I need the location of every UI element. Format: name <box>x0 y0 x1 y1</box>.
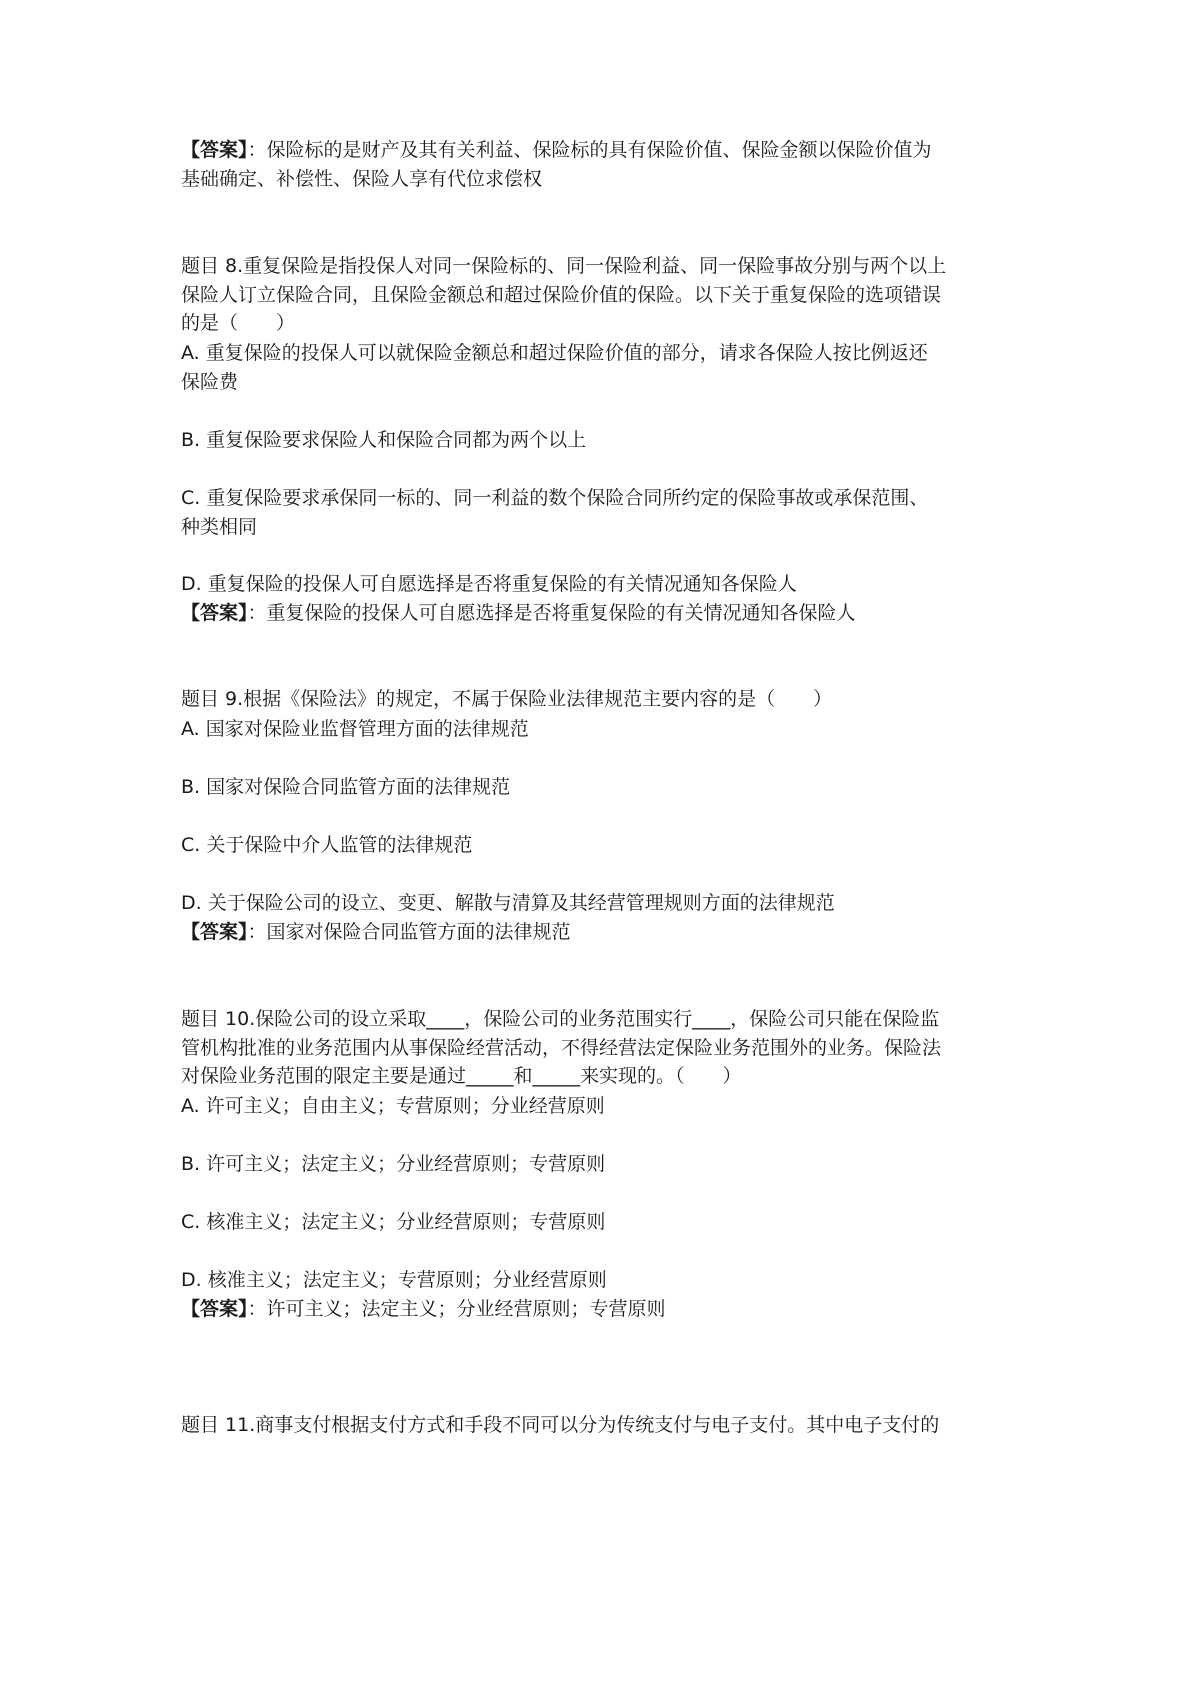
q10-stem-line-2: 管机构批准的业务范围内从事保险经营活动，不得经营法定保险业务范围外的业务。保险法 <box>181 1037 942 1059</box>
q8-option-c-line-1: C. 重复保险要求承保同一标的、同一利益的数个保险合同所约定的保险事故或承保范围、 <box>181 487 929 509</box>
q10-stem-line-3: 对保险业务范围的限定主要是通过_____和_____来实现的。（ ） <box>181 1065 742 1087</box>
q10-option-d: D. 核准主义；法定主义；专营原则；分业经营原则 <box>181 1269 607 1291</box>
q9-option-a: A. 国家对保险业监督管理方面的法律规范 <box>181 718 529 740</box>
answer-text: ：保险标的是财产及其有关利益、保险标的具有保险价值、保险金额以保险价值为 <box>247 139 932 161</box>
q8-option-d: D. 重复保险的投保人可自愿选择是否将重复保险的有关情况通知各保险人 <box>181 573 797 595</box>
q8-stem-line-3: 的是（ ） <box>181 312 296 334</box>
q10-answer <box>181 1296 666 1322</box>
q8-option-a-line-1: A. 重复保险的投保人可以就保险金额总和超过保险价值的部分，请求各保险人按比例返还 <box>181 342 928 364</box>
q8-option-c-line-2: 种类相同 <box>181 516 258 538</box>
answer-text: ：国家对保险合同监管方面的法律规范 <box>247 921 571 943</box>
q8-answer <box>181 600 856 626</box>
q9-answer <box>181 919 571 945</box>
q9-option-b: B. 国家对保险合同监管方面的法律规范 <box>181 776 511 798</box>
q8-option-b: B. 重复保险要求保险人和保险合同都为两个以上 <box>181 429 587 451</box>
answer-label: 【答案】 <box>181 1298 248 1320</box>
answer-text: ：许可主义；法定主义；分业经营原则；专营原则 <box>247 1298 666 1320</box>
q9-stem: 题目 9.根据《保险法》的规定，不属于保险业法律规范主要内容的是（ ） <box>181 688 833 710</box>
q10-option-a: A. 许可主义；自由主义；专营原则；分业经营原则 <box>181 1095 605 1117</box>
q9-option-c: C. 关于保险中介人监管的法律规范 <box>181 834 473 856</box>
answer-label: 【答案】 <box>181 139 248 161</box>
document-page <box>181 0 1021 1684</box>
q11-stem-line-1: 题目 11.商事支付根据支付方式和手段不同可以分为传统支付与电子支付。其中电子支付的 <box>181 1414 940 1436</box>
answer-label: 【答案】 <box>181 921 248 943</box>
answer-label: 【答案】 <box>181 602 248 624</box>
q8-stem-line-1: 题目 8.重复保险是指投保人对同一保险标的、同一保险利益、同一保险事故分别与两个以上 <box>181 255 947 277</box>
answer-text: ：重复保险的投保人可自愿选择是否将重复保险的有关情况通知各保险人 <box>247 602 856 624</box>
q9-option-d: D. 关于保险公司的设立、变更、解散与清算及其经营管理规则方面的法律规范 <box>181 892 835 914</box>
q8-option-a-line-2: 保险费 <box>181 371 239 393</box>
q10-option-c: C. 核准主义；法定主义；分业经营原则；专营原则 <box>181 1211 606 1233</box>
q8-stem-line-2: 保险人订立保险合同，且保险金额总和超过保险价值的保险。以下关于重复保险的选项错误 <box>181 284 942 306</box>
prev-answer-line-2: 基础确定、补偿性、保险人享有代位求偿权 <box>181 168 543 190</box>
q10-stem-line-1: 题目 10.保险公司的设立采取____，保险公司的业务范围实行____，保险公司只能在保险监 <box>181 1008 940 1030</box>
prev-answer-line-1 <box>181 137 932 163</box>
q10-option-b: B. 许可主义；法定主义；分业经营原则；专营原则 <box>181 1153 606 1175</box>
